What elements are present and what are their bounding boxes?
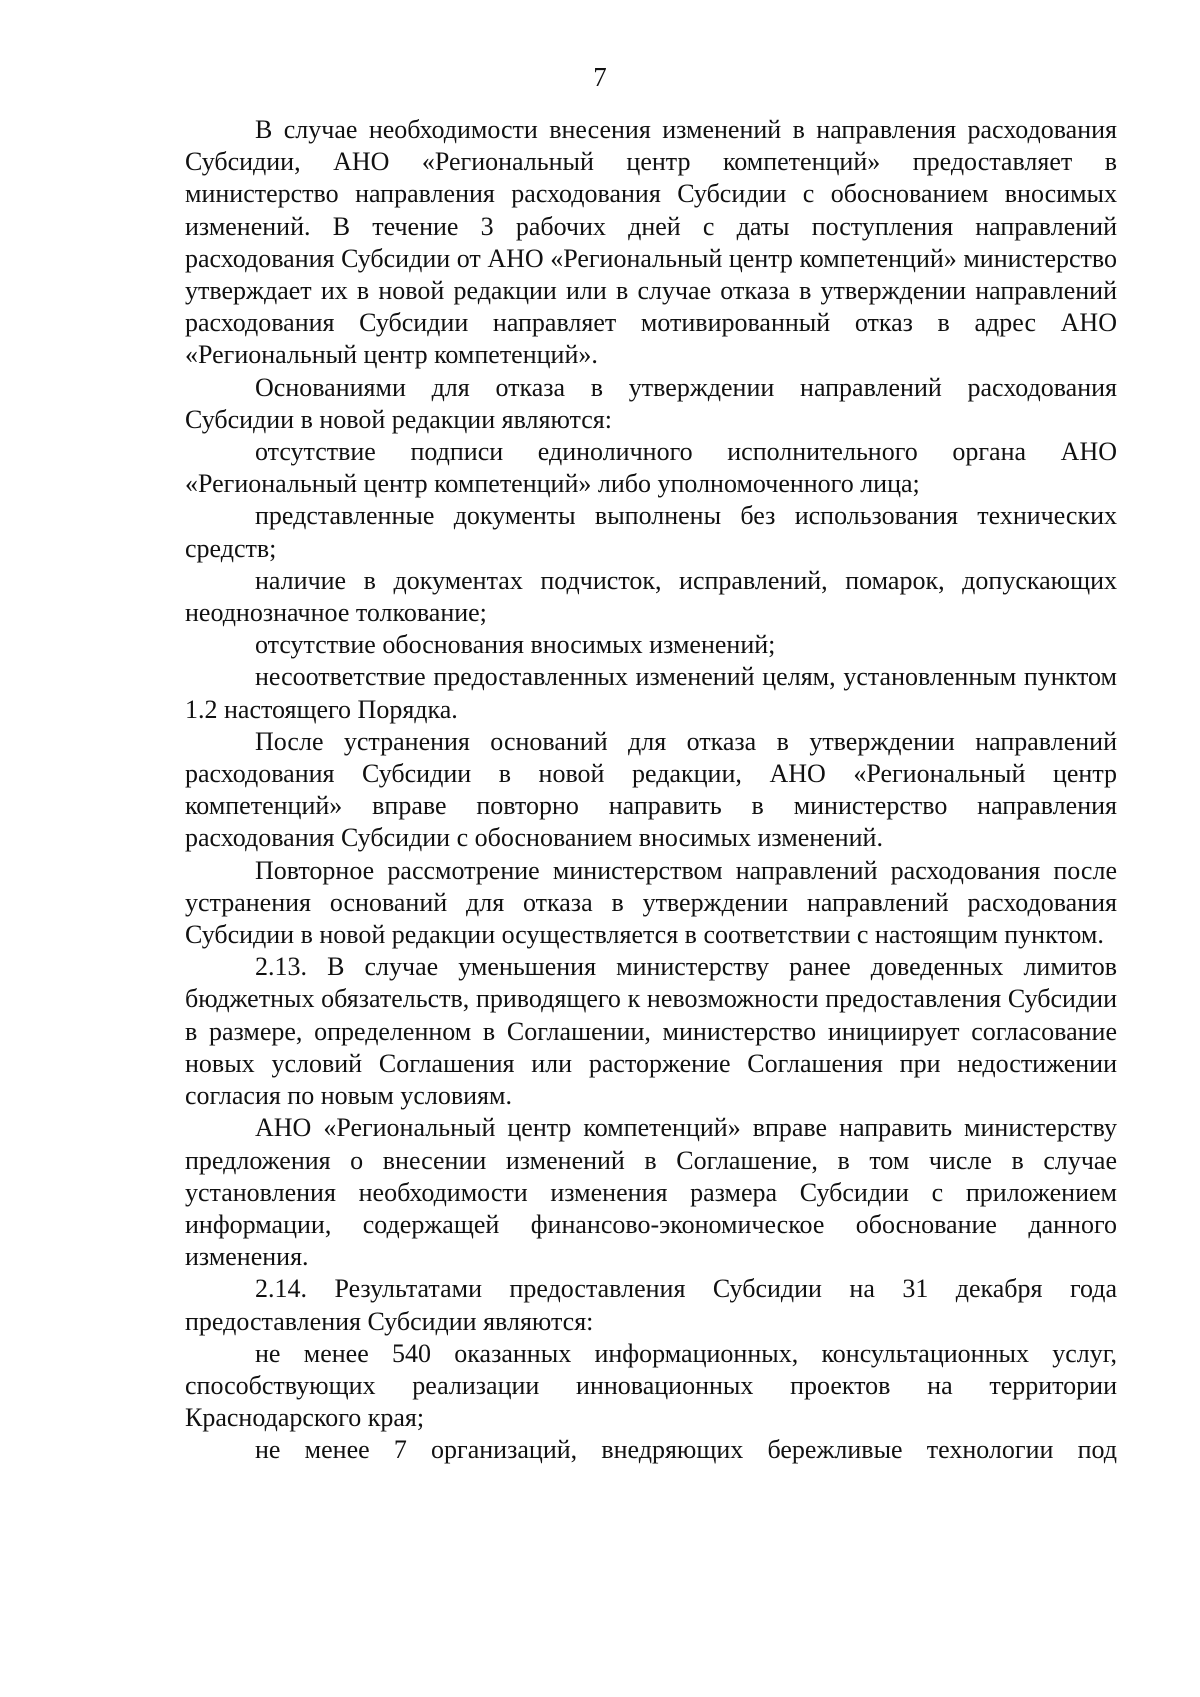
list-item-corrections: наличие в документах подчисток, исправлений, помарок, допускающих неоднозначное толкование;	[185, 565, 1117, 628]
paragraph-repeat-review: Повторное рассмотрение министерством направлений расходования после устранения оснований для отказа в утверждении направлений расходования Субсидии в новой редакции осуществляется в соответствии с настоящим пунктом.	[185, 855, 1117, 950]
page-number: 7	[593, 62, 607, 92]
paragraph-refusal-grounds-intro: Основаниями для отказа в утверждении направлений расходования Субсидии в новой редакции являются:	[185, 372, 1117, 434]
paragraph-subsidy-changes: В случае необходимости внесения изменений в направления расходования Субсидии, АНО «Региональный центр компетенций» предоставляет в министерство направления расходования Субсидии с обоснованием вносимых изменений. В течение 3 рабочих дней с даты поступления направлений расходования Субсидии от АНО «Региональный центр компетенций» министерство утверждает их в новой редакции или в случае отказа в утверждении направлений расходования Субсидии направляет мотивированный отказ в адрес АНО «Региональный центр компетенций».	[185, 115, 1117, 370]
paragraph-2-14: 2.14. Результатами предоставления Субсидии на 31 декабря года предоставления Субсидии являются:	[185, 1274, 1117, 1336]
paragraph-agreement-amendments: АНО «Региональный центр компетенций» вправе направить министерству предложения о внесении изменений в Соглашение, в том числе в случае установления необходимости изменения размера Субсидии с приложением информации, содержащей финансово-экономическое обоснование данного изменения.	[185, 1113, 1117, 1272]
list-item-goal-mismatch: несоответствие предоставленных изменений целям, установленным пунктом 1.2 настоящего Порядка.	[185, 662, 1117, 724]
list-item-organizations-count: не менее 7 организаций, внедряющих бережливые технологии под	[255, 1435, 1117, 1465]
paragraph-resubmission: После устранения оснований для отказа в утверждении направлений расходования Субсидии в новой редакции, АНО «Региональный центр компетенций» вправе повторно направить в министерство направления расходования Субсидии с обоснованием вносимых изменений.	[185, 726, 1117, 853]
list-item-no-technical-means: представленные документы выполнены без использования технических средств;	[185, 501, 1117, 563]
document-body	[185, 114, 1117, 1467]
list-item-no-justification: отсутствие обоснования вносимых изменений;	[255, 630, 776, 660]
paragraph-2-13: 2.13. В случае уменьшения министерству ранее доведенных лимитов бюджетных обязательств, приводящего к невозможности предоставления Субсидии в размере, определенном в Соглашении, министерство инициирует согласование новых условий Соглашения или расторжение Соглашения при недостижении согласия по новым условиям.	[185, 952, 1117, 1111]
list-item-no-signature: отсутствие подписи единоличного исполнительного органа АНО «Региональный центр компетенций» либо уполномоченного лица;	[185, 437, 1117, 499]
list-item-services-count: не менее 540 оказанных информационных, консультационных услуг, способствующих реализации инновационных проектов на территории Краснодарского края;	[185, 1338, 1117, 1433]
